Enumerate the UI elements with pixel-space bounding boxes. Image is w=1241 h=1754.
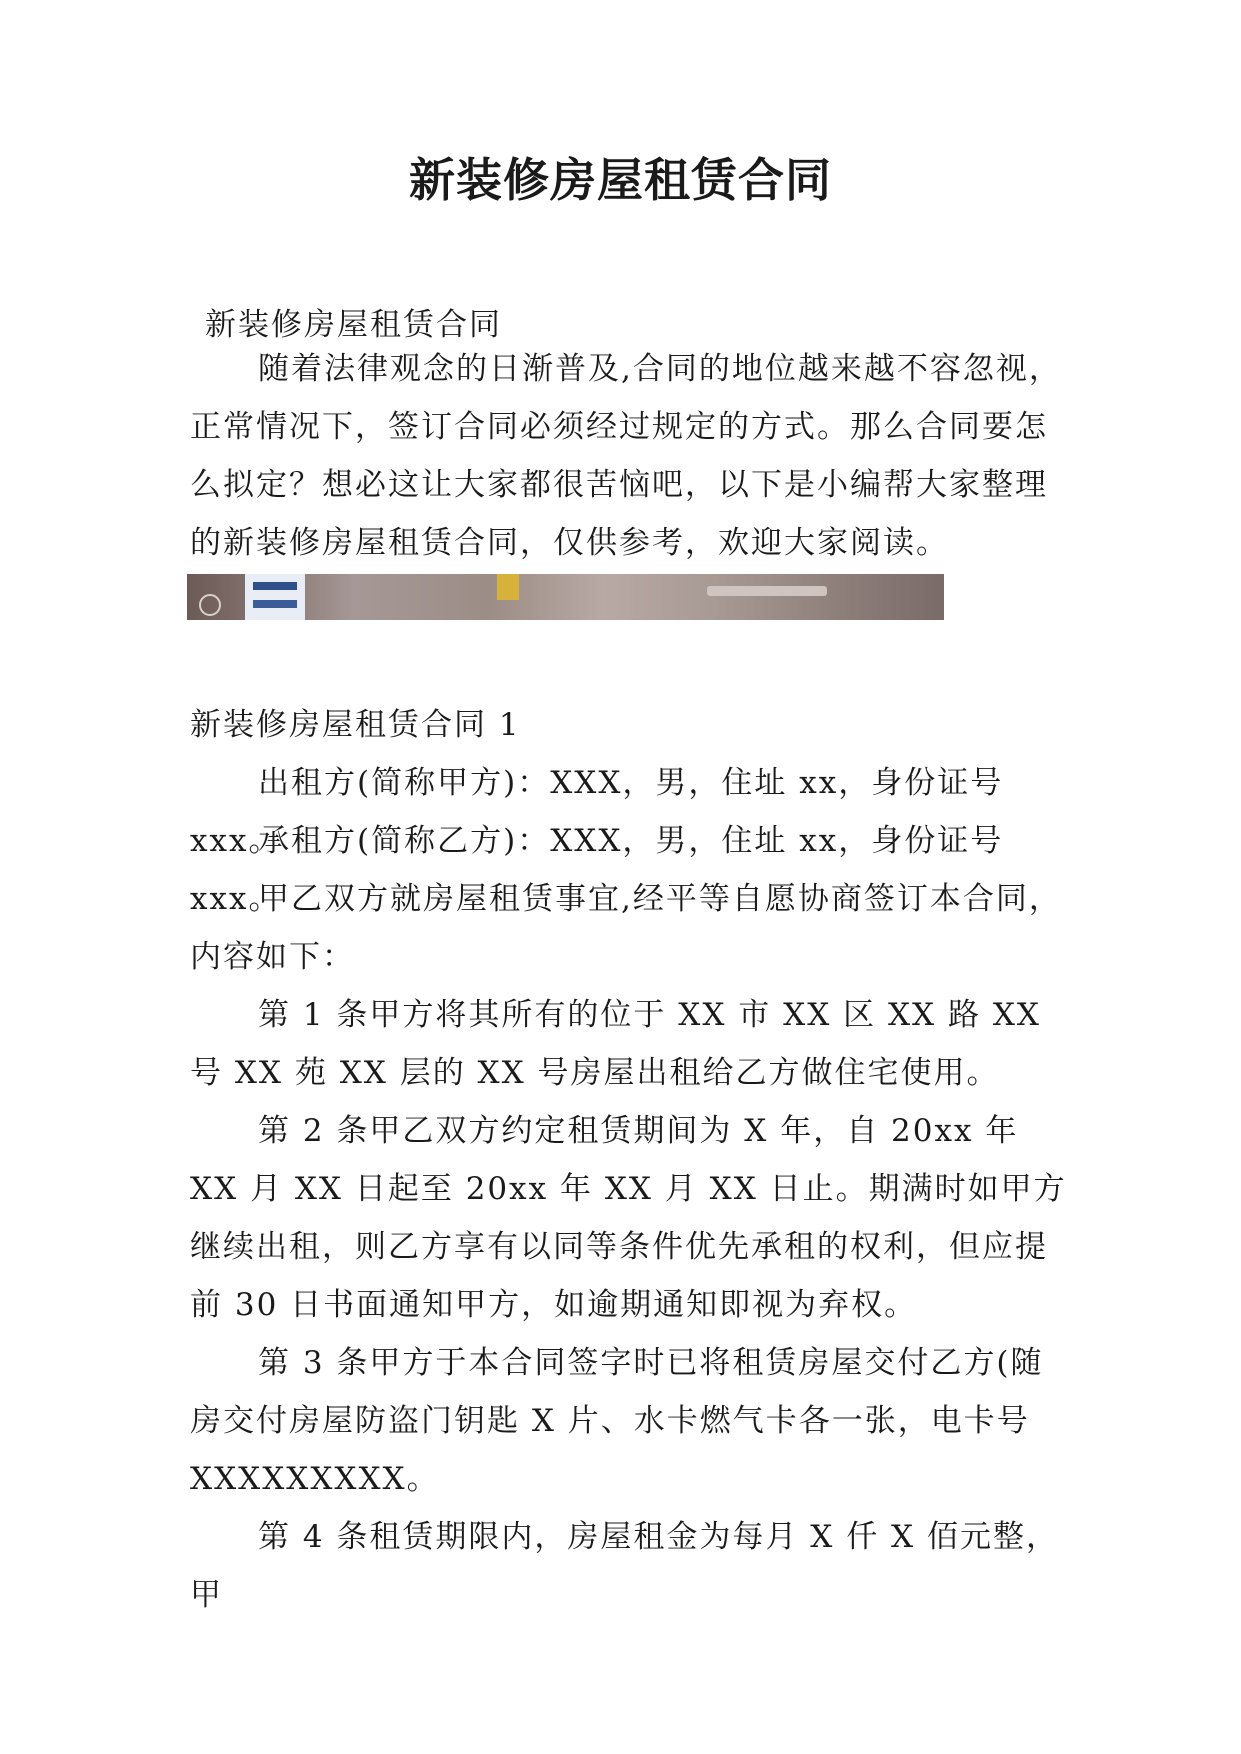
article-2-paragraph: 第 2 条甲乙双方约定租赁期间为 X 年，自 20xx 年 XX 月 XX 日起至 20xx 年 XX 月 XX 日止。期满时如甲方继续出租，则乙方享有以同等条件优先承租的权利，但应提前 30 日书面通知甲方，如逾期通知即视为弃权。 <box>190 1113 1067 1323</box>
agreement-paragraph: 甲乙双方就房屋租赁事宜,经平等自愿协商签订本合同，内容如下： <box>190 881 1062 975</box>
document-title: 新装修房屋租赁合同 <box>409 153 832 207</box>
party-b-line: 承租方(简称乙方)：XXX，男，住址 xx，身份证号 xxx。 <box>190 823 1004 917</box>
decorative-banner-image <box>187 574 944 620</box>
document-subtitle: 新装修房屋租赁合同 <box>205 307 502 343</box>
party-a-line: 出租方(简称甲方)：XXX，男，住址 xx，身份证号 xxx。 <box>190 765 1004 859</box>
article-1-paragraph: 第 1 条甲方将其所有的位于 XX 市 XX 区 XX 路 XX 号 XX 苑 XX 层的 XX 号房屋出租给乙方做住宅使用。 <box>190 997 1041 1091</box>
article-3-paragraph: 第 3 条甲方于本合同签字时已将租赁房屋交付乙方(随房交付房屋防盗门钥匙 X 片、水卡燃气卡各一张，电卡号 XXXXXXXXX。 <box>190 1345 1044 1497</box>
intro-paragraph: 随着法律观念的日渐普及,合同的地位越来越不容忽视，正常情况下，签订合同必须经过规定的方式。那么合同要怎么拟定？想必这让大家都很苦恼吧，以下是小编帮大家整理的新装修房屋租赁合同，仅供参考，欢迎大家阅读。 <box>190 351 1062 561</box>
article-4-paragraph: 第 4 条租赁期限内，房屋租金为每月 X 仟 X 佰元整，甲 <box>190 1519 1059 1613</box>
section-heading: 新装修房屋租赁合同 1 <box>190 707 521 743</box>
